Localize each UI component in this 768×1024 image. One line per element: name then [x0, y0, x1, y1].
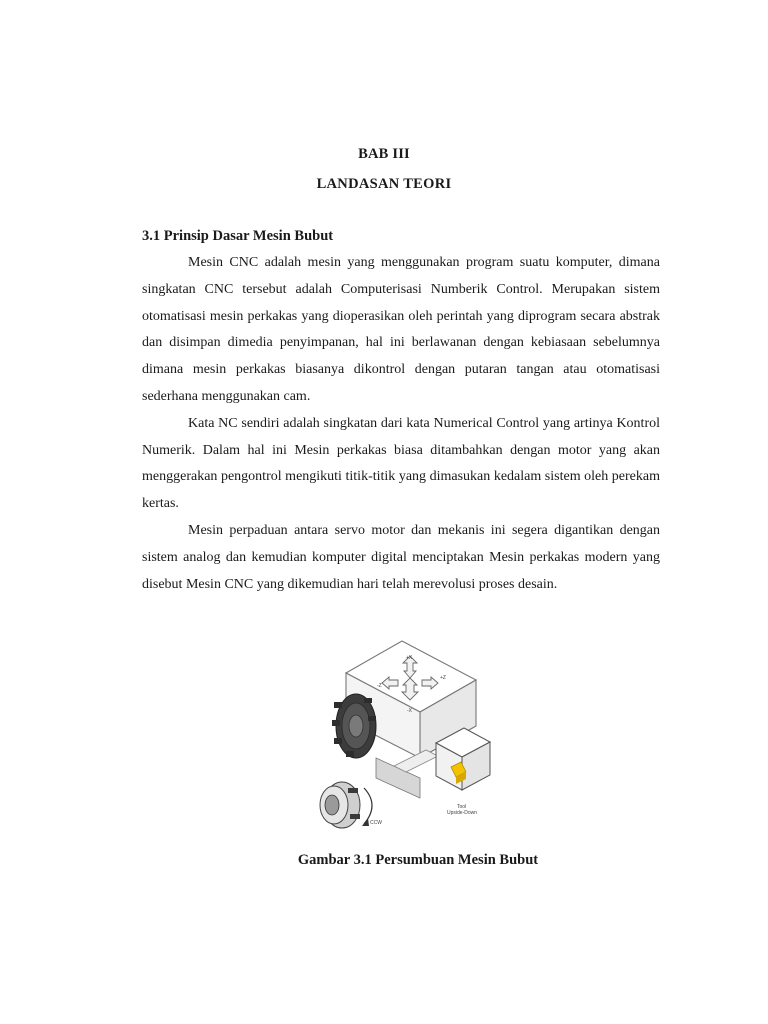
- label-upside-down: Upside-Down: [447, 810, 478, 816]
- paragraph: Mesin perpaduan antara servo motor dan mekanis ini segera digantikan dengan sistem analog dan kemudian komputer digital menciptakan Mesin perkakas modern yang disebut Mesin CNC yang dikemudian hari telah merevolusi proses desain.: [142, 522, 660, 592]
- chuck-icon: [320, 782, 360, 828]
- label-plus-x: +X: [406, 655, 413, 661]
- label-minus-z: -Z: [377, 683, 382, 689]
- chapter-number: BAB III: [358, 146, 410, 162]
- label-ccw: CCW: [370, 820, 382, 826]
- chapter-title: LANDASAN TEORI: [316, 176, 452, 192]
- body-text: [142, 250, 660, 598]
- lathe-illustration: [306, 628, 506, 833]
- label-tool: Tool: [457, 804, 467, 810]
- paragraph: Mesin CNC adalah mesin yang menggunakan program suatu komputer, dimana singkatan CNC tersebut adalah Computerisasi Numberik Control. Merupakan sistem otomatisasi mesin perkakas yang dioperasikan oleh perintah yang diprogram secara abstrak dan disimpan dimedia penyimpanan, hal ini berlawanan dengan kebiasaan sebelumnya dimana mesin perkakas biasanya dikontrol dengan putaran tangan atau otomatisasi sederhana menggunakan cam.: [142, 255, 660, 404]
- paragraph: Kata NC sendiri adalah singkatan dari kata Numerical Control yang artinya Kontrol Numerik. Dalam hal ini Mesin perkakas biasa ditambahkan dengan motor yang akan menggerakan pengontrol mengikuti titik-titik yang dimasukan kedalam sistem oleh perekam kertas.: [142, 415, 660, 512]
- figure-caption: Gambar 3.1 Persumbuan Mesin Bubut: [297, 852, 539, 868]
- label-plus-z: +Z: [440, 675, 446, 681]
- section-heading: 3.1 Prinsip Dasar Mesin Bubut: [142, 228, 334, 244]
- lathe-axes-figure: [306, 628, 506, 833]
- turret-icon: [332, 694, 376, 758]
- label-minus-x: -X: [407, 708, 412, 714]
